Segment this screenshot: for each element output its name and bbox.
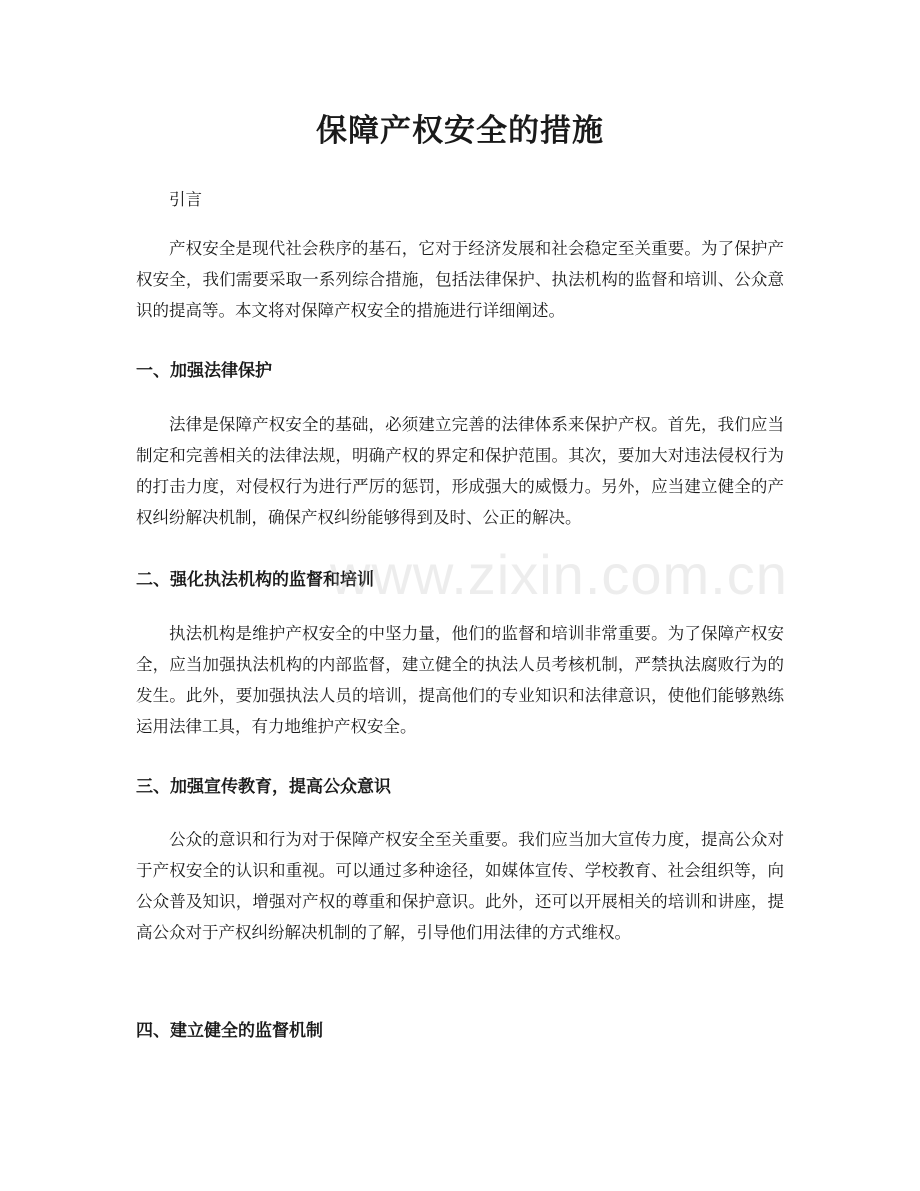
watermark: www.zixin.com.cn	[330, 543, 788, 606]
document-title: 保障产权安全的措施	[316, 113, 604, 149]
intro-label: 引言	[169, 190, 202, 209]
section-paragraph-1: 法律是保障产权安全的基础，必须建立完善的法律体系来保护产权。首先，我们应当制定和完善相关的法律法规，明确产权的界定和保护范围。其次，要加大对违法侵权行为的打击力度，对侵权行为进行严厉的惩罚，形成强大的威慑力。另外，应当建立健全的产权纠纷解决机制，确保产权纠纷能够得到及时、公正的解决。	[136, 415, 784, 527]
section-heading-4: 四、建立健全的监督机制	[136, 1021, 323, 1041]
section-paragraph-3: 公众的意识和行为对于保障产权安全至关重要。我们应当加大宣传力度，提高公众对于产权安全的认识和重视。可以通过多种途径，如媒体宣传、学校教育、社会组织等，向公众普及知识，增强对产权的尊重和保护意识。此外，还可以开展相关的培训和讲座，提高公众对于产权纠纷解决机制的了解，引导他们用法律的方式维权。	[136, 830, 784, 942]
section-paragraph-2: 执法机构是维护产权安全的中坚力量，他们的监督和培训非常重要。为了保障产权安全，应当加强执法机构的内部监督，建立健全的执法人员考核机制，严禁执法腐败行为的发生。此外，要加强执法人员的培训，提高他们的专业知识和法律意识，使他们能够熟练运用法律工具，有力地维护产权安全。	[136, 624, 784, 736]
section-heading-1: 一、加强法律保护	[136, 361, 272, 381]
intro-paragraph: 产权安全是现代社会秩序的基石，它对于经济发展和社会稳定至关重要。为了保护产权安全，我们需要采取一系列综合措施，包括法律保护、执法机构的监督和培训、公众意识的提高等。本文将对保障产权安全的措施进行详细阐述。	[136, 239, 784, 320]
section-heading-3: 三、加强宣传教育，提高公众意识	[136, 777, 391, 797]
section-heading-2: 二、强化执法机构的监督和培训	[136, 570, 374, 590]
